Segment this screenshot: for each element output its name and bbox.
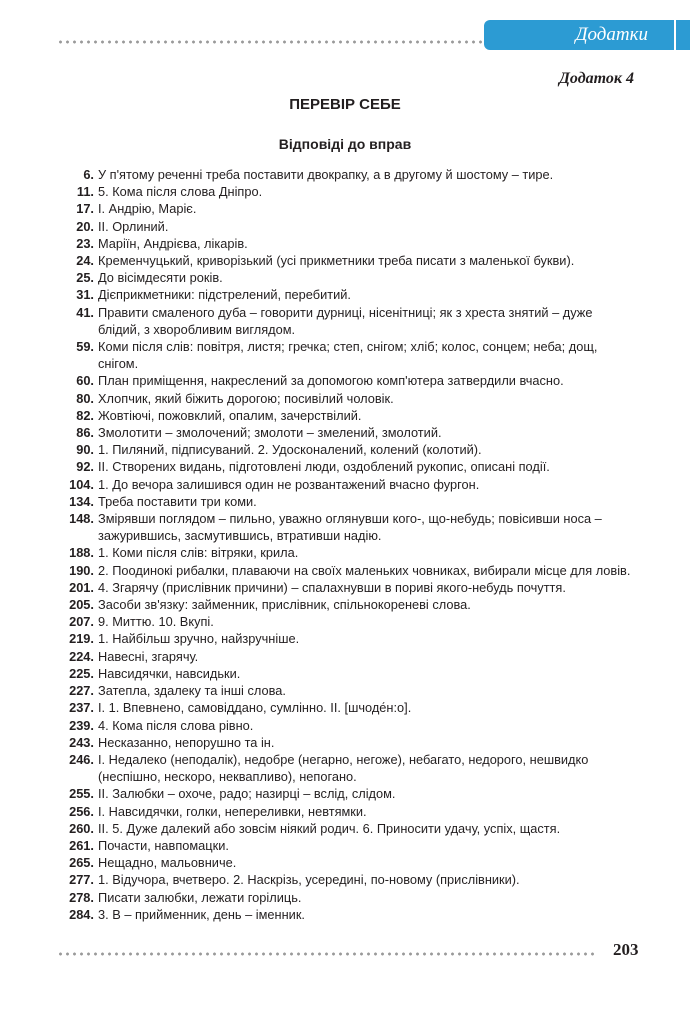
answer-text: Треба поставити три коми.	[98, 493, 257, 509]
answer-text: Маріїн, Андрієва, лікарів.	[98, 235, 248, 251]
answer-row	[52, 390, 632, 407]
answer-text: 4. Кома після слова рівно.	[98, 717, 254, 733]
answer-text: 2. Поодинокі рибалки, плаваючи на своїх маленьких човниках, вибирали місце для ловів.	[98, 562, 631, 578]
answer-row	[52, 613, 632, 630]
answer-row	[52, 458, 632, 475]
answer-row	[52, 252, 632, 269]
answer-text: Жовтіючі, пожовклий, опалим, зачерствілий.	[98, 407, 362, 423]
answer-text: 1. Коми після слів: вітряки, крила.	[98, 545, 299, 561]
answer-number: 148.	[69, 511, 94, 527]
answer-number: 11.	[76, 184, 94, 200]
answer-number: 237.	[69, 700, 94, 716]
answer-text: 1. Найбільш зручно, найзручніше.	[98, 631, 300, 647]
answer-number: 24.	[76, 253, 94, 269]
answer-text: 1. Пиляний, підписуваний. 2. Удосконалений, колений (колотий).	[98, 442, 482, 458]
answer-text: Навсидячки, навсидьки.	[98, 665, 241, 681]
answer-number: 284.	[69, 906, 94, 922]
top-dotted-rule	[57, 40, 527, 44]
answer-number: 90.	[76, 442, 94, 458]
answer-number: 265.	[69, 855, 94, 871]
answer-row	[52, 407, 632, 424]
answer-text: Кременчуцький, криворізький (усі прикметники треба писати з маленької букви).	[98, 253, 575, 269]
answer-row	[52, 751, 632, 785]
answer-number: 261.	[69, 837, 94, 853]
answer-text: І. Недалеко (неподалік), недобре (негарно, негоже), небагато, недорого, нешвидко (неспішно, нескоро, неквапливо), непогано.	[98, 751, 589, 785]
bottom-dotted-rule	[57, 952, 597, 956]
answer-row	[52, 286, 632, 303]
answer-row	[52, 304, 632, 338]
answer-number: 17.	[76, 201, 94, 217]
answer-number: 207.	[69, 614, 94, 630]
answer-text: І. Навсидячки, голки, непереливки, невтямки.	[98, 803, 367, 819]
answer-number: 277.	[69, 872, 94, 888]
answer-number: 219.	[69, 631, 94, 647]
answer-number: 104.	[69, 476, 94, 492]
page-title: ПЕРЕВІР СЕБЕ	[289, 96, 401, 113]
answer-text: 1. Відучора, вчетверо. 2. Наскрізь, усередині, по-новому (прислівники).	[98, 872, 520, 888]
answer-text: Правити смаленого дуба – говорити дурниці, нісенітниці; як з хреста знятий – дуже блідий, з хворобливим виглядом.	[98, 304, 593, 337]
section-tab	[484, 20, 674, 50]
answer-text: Засоби зв'язку: займенник, прислівник, спільнокореневі слова.	[98, 597, 471, 613]
answer-row	[52, 717, 632, 734]
answers-list	[52, 166, 632, 923]
answer-row	[52, 871, 632, 888]
answer-row	[52, 854, 632, 871]
answer-number: 255.	[69, 786, 94, 802]
answer-row	[52, 441, 632, 458]
answer-number: 86.	[76, 425, 94, 441]
answer-number: 80.	[76, 390, 94, 406]
answer-number: 6.	[83, 167, 94, 182]
answer-number: 243.	[69, 734, 94, 750]
answer-number: 23.	[76, 235, 94, 251]
answer-row	[52, 665, 632, 682]
answer-number: 190.	[69, 562, 94, 578]
answer-row	[52, 235, 632, 252]
answer-number: 134.	[69, 493, 94, 509]
answer-row	[52, 820, 632, 837]
answer-text: 1. До вечора залишився один не розвантажений вчасно фургон.	[98, 476, 480, 492]
answer-number: 82.	[76, 407, 94, 423]
answer-number: 25.	[76, 270, 94, 286]
answer-text: ІІ. Залюбки – охоче, радо; назирці – вслід, слідом.	[98, 786, 396, 802]
answer-row	[52, 785, 632, 802]
answer-row	[52, 372, 632, 389]
answer-text: Затепла, здалеку та інші слова.	[98, 683, 286, 699]
answer-row	[52, 183, 632, 200]
answer-row	[52, 338, 632, 372]
section-label: Додатки	[575, 24, 648, 45]
answer-text: І. 1. Впевнено, самовіддано, сумлінно. ІІ. [шчоде́н:о].	[98, 700, 412, 716]
answer-row	[52, 889, 632, 906]
answer-row	[52, 579, 632, 596]
answer-number: 227.	[69, 683, 94, 699]
answer-row	[52, 596, 632, 613]
answer-row	[52, 200, 632, 217]
page-number: 203	[613, 940, 639, 959]
answer-row	[52, 803, 632, 820]
answer-row	[52, 648, 632, 665]
answer-row	[52, 734, 632, 751]
answer-number: 92.	[76, 459, 94, 475]
answer-number: 246.	[69, 751, 94, 767]
answer-text: До вісімдесяти років.	[98, 270, 223, 286]
answer-number: 188.	[69, 545, 94, 561]
answer-row	[52, 906, 632, 923]
answer-number: 31.	[76, 287, 94, 303]
answer-row	[52, 510, 632, 544]
answer-text: Несказанно, непорушно та ін.	[98, 734, 275, 750]
answer-number: 239.	[69, 717, 94, 733]
answer-number: 60.	[76, 373, 94, 389]
answer-row	[52, 562, 632, 579]
answer-text: 5. Кома після слова Дніпро.	[98, 184, 263, 200]
page-subtitle: Відповіді до вправ	[278, 136, 412, 152]
tab-edge	[676, 20, 690, 50]
answer-row	[52, 699, 632, 716]
answer-row	[52, 682, 632, 699]
answer-row	[52, 493, 632, 510]
answer-text: ІІ. Створених видань, підготовлені люди, оздоблений рукопис, описані події.	[98, 459, 550, 475]
answer-number: 278.	[69, 889, 94, 905]
answer-text: Писати залюбки, лежати горілиць.	[98, 889, 302, 905]
answer-row	[52, 476, 632, 493]
answer-number: 260.	[69, 820, 94, 836]
answer-row	[52, 630, 632, 647]
answer-text: Змолотити – змолочений; змолоти – змелений, змолотий.	[98, 425, 442, 441]
answer-row	[52, 424, 632, 441]
answer-number: 201.	[69, 579, 94, 595]
answer-row	[52, 269, 632, 286]
answer-text: 3. В – прийменник, день – іменник.	[98, 906, 305, 922]
answer-text: Хлопчик, який біжить дорогою; посивілий чоловік.	[98, 390, 394, 406]
answer-number: 205.	[69, 597, 94, 613]
answer-text: План приміщення, накреслений за допомогою комп'ютера затвердили вчасно.	[98, 373, 564, 389]
answer-number: 59.	[76, 339, 94, 355]
answer-row	[52, 837, 632, 854]
answer-row	[52, 544, 632, 561]
answer-text: ІІ. Орлиний.	[98, 218, 169, 234]
answer-text: Почасти, навпомацки.	[98, 837, 229, 853]
answer-number: 256.	[69, 803, 94, 819]
answer-text: У п'ятому реченні треба поставити двокрапку, а в другому й шостому – тире.	[98, 167, 554, 182]
answer-text: Нещадно, мальовниче.	[98, 855, 237, 871]
answer-text: І. Андрію, Маріє.	[98, 201, 197, 217]
answer-row	[52, 218, 632, 235]
answer-text: Навесні, згарячу.	[98, 648, 199, 664]
answer-number: 225.	[69, 665, 94, 681]
answer-text: ІІ. 5. Дуже далекий або зовсім ніякий родич. 6. Приносити удачу, успіх, щастя.	[98, 820, 561, 836]
answer-text: 9. Миттю. 10. Вкупі.	[98, 614, 214, 630]
answer-number: 20.	[76, 218, 94, 234]
answer-text: Змірявши поглядом – пильно, уважно оглянувши кого-, що-небудь; повісивши носа – зажурившись, засмутившись, втративши надію.	[98, 511, 602, 544]
answer-number: 224.	[69, 648, 94, 664]
answer-text: Дієприкметники: підстрелений, перебитий.	[98, 287, 351, 303]
appendix-label: Додаток 4	[559, 70, 634, 87]
answer-text: 4. Згарячу (прислівник причини) – спалахнувши в пориві якого-небудь почуття.	[98, 579, 566, 595]
answer-number: 41.	[76, 304, 94, 320]
answer-row	[52, 166, 632, 183]
answer-text: Коми після слів: повітря, листя; гречка; степ, снігом; хліб; колос, сонцем; неба; дощ, снігом.	[98, 339, 598, 372]
